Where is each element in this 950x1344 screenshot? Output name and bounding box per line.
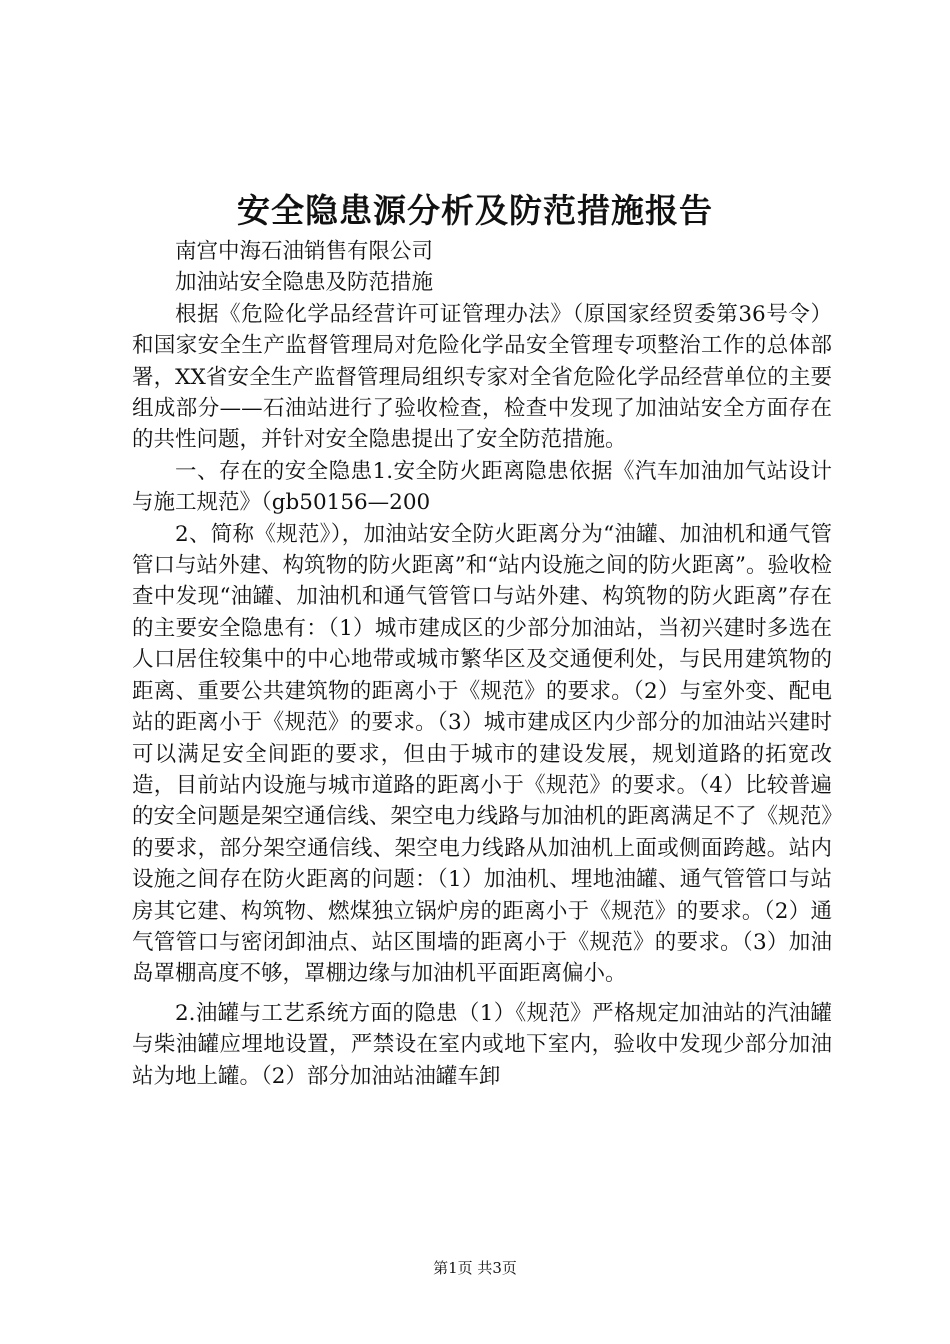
hazard-paragraph: 一、存在的安全隐患1.安全防火距离隐患依据《汽车加油加气站设计与施工规范》（gb50156—200: [132, 458, 832, 516]
intro-paragraph: 根据《危险化学品经营许可证管理办法》（原国家经贸委第36号令）和国家安全生产监督管理局对危险化学品安全管理专项整治工作的总体部署，XX省安全生产监督管理局组织专家对全省危险化学品经营单位的主要组成部分——石油站进行了验收检查，检查中发现了加油站安全方面存在的共性问题，并针对安全隐患提出了安全防范措施。: [132, 301, 832, 453]
fire-distance-paragraph: 2、简称《规范》），加油站安全防火距离分为“油罐、加油机和通气管管口与站外建、构筑物的防火距离”和“站内设施之间的防火距离”。验收检查中发现“油罐、加油机和通气管管口与站外建、构筑物的防火距离”存在的主要安全隐患有：（1）城市建成区的少部分加油站，当初兴建时多选在人口居住较集中的中心地带或城市繁华区及交通便利处，与民用建筑物的距离、重要公共建筑物的距离小于《规范》的要求。（2）与室外变、配电站的距离小于《规范》的要求。（3）城市建成区内少部分的加油站兴建时可以满足安全间距的要求，但由于城市的建设发展，规划道路的拓宽改造，目前站内设施与城市道路的距离小于《规范》的要求。（4）比较普遍的安全问题是架空通信线、架空电力线路与加油机的距离满足不了《规范》的要求，部分架空通信线、架空电力线路从加油机上面或侧面跨越。站内设施之间存在防火距离的问题：（1）加油机、埋地油罐、通气管管口与站房其它建、构筑物、燃煤独立锅炉房的距离小于《规范》的要求。（2）通气管管口与密闭卸油点、站区围墙的距离小于《规范》的要求。（3）加油岛罩棚高度不够，罩棚边缘与加油机平面距离偏小。: [132, 521, 832, 987]
page-footer: 第1页 共3页: [433, 1259, 517, 1277]
document-body: [132, 236, 832, 1092]
tank-system-paragraph: 2.油罐与工艺系统方面的隐患（1）《规范》严格规定加油站的汽油罐与柴油罐应埋地设置，严禁设在室内或地下室内，验收中发现少部分加油站为地上罐。（2）部分加油站油罐车卸: [132, 1000, 832, 1089]
section-heading: 加油站安全隐患及防范措施: [175, 270, 434, 296]
company-name: 南宫中海石油销售有限公司: [175, 239, 434, 264]
document-title: 安全隐患源分析及防范措施报告: [237, 191, 713, 230]
